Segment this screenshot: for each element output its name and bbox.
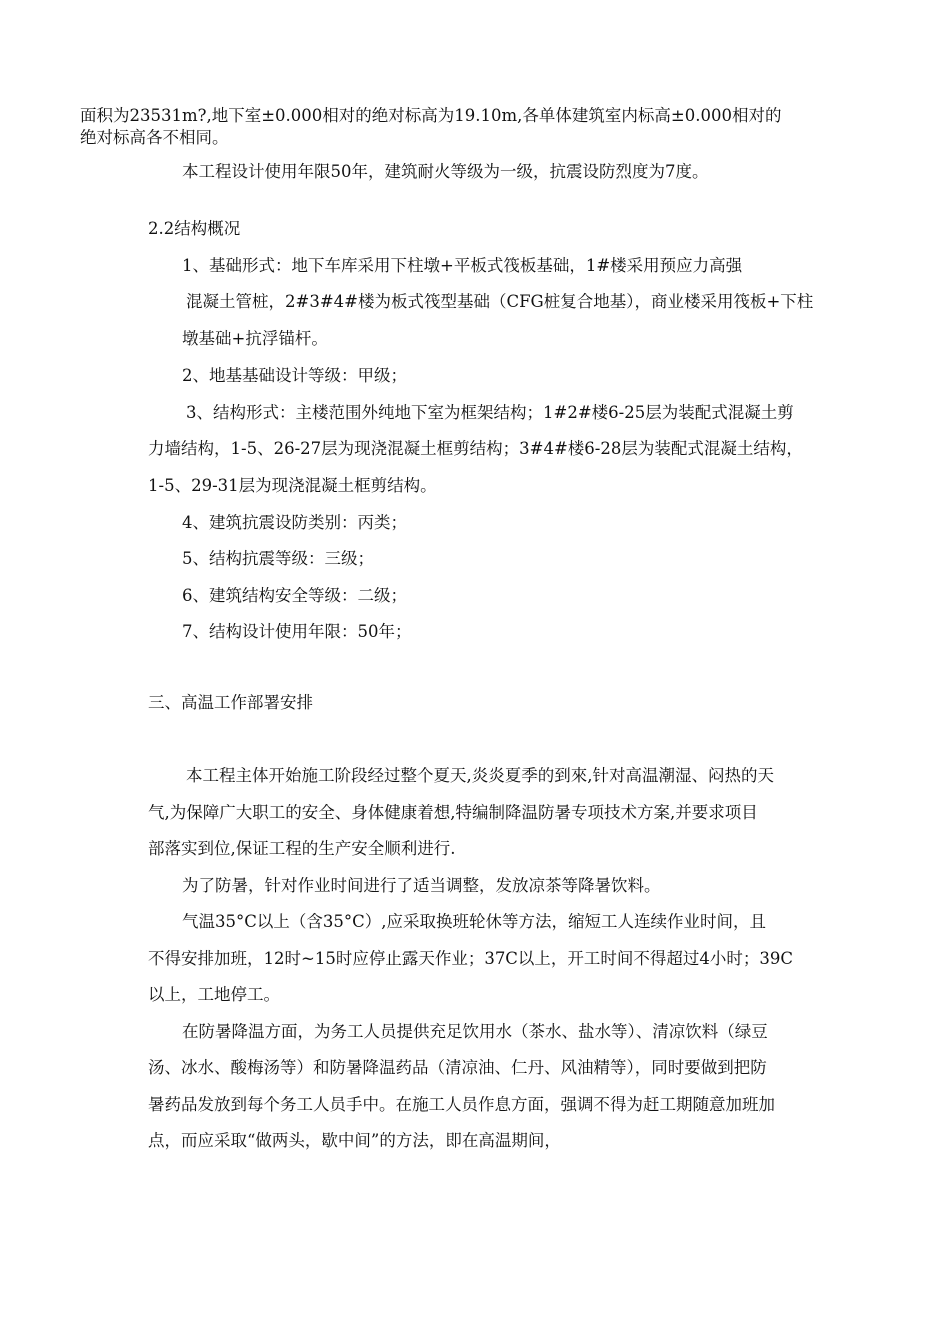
paragraph-line: 以上，工地停工。 (148, 985, 280, 1004)
list-item: 1、基础形式：地下车库采用下柱墩+平板式筏板基础，1#楼采用预应力高强 (182, 256, 743, 275)
list-item: 2、地基基础设计等级：甲级； (182, 366, 407, 385)
paragraph-line: 本工程设计使用年限50年，建筑耐火等级为一级，抗震设防烈度为7度。 (182, 162, 709, 181)
paragraph-line: 本工程主体开始施工阶段经过整个夏天,炎炎夏季的到來,针对高温潮湿、闷热的天 (186, 766, 774, 785)
paragraph-line: 绝对标高各不相同。 (80, 128, 229, 147)
paragraph-line: 气温35°C以上（含35°C）,应采取换班轮休等方法，缩短工人连续作业时间，且 (182, 912, 766, 931)
paragraph-line: 暑药品发放到每个务工人员手中。在施工人员作息方面，强调不得为赶工期随意加班加 (148, 1095, 775, 1114)
list-item: 3、结构形式：主楼范围外纯地下室为框架结构；1#2#楼6-25层为装配式混凝土剪 (186, 403, 794, 422)
list-item: 4、建筑抗震设防类别：丙类； (182, 513, 407, 532)
paragraph-line: 点，而应采取“做两头，歇中间”的方法，即在高温期间， (148, 1131, 561, 1150)
list-item: 6、建筑结构安全等级：二级； (182, 586, 407, 605)
paragraph-line: 在防暑降温方面，为务工人员提供充足饮用水（茶水、盐水等）、清凉饮料（绿豆 (182, 1022, 768, 1041)
list-item: 7、结构设计使用年限：50年； (182, 622, 412, 641)
list-item-continuation: 混凝土管桩，2#3#4#楼为板式筏型基础（CFG桩复合地基），商业楼采用筏板+下柱 (186, 292, 814, 311)
list-item: 5、结构抗震等级：三级； (182, 549, 374, 568)
paragraph-line: 气,为保障广大职工的安全、身体健康着想,特编制降温防暑专项技术方案,并要求项目 (148, 803, 758, 822)
paragraph-line: 面积为23531m?,地下室±0.000相对的绝对标高为19.10m,各单体建筑室内标高±0.000相对的 (80, 106, 782, 125)
section-heading: 2.2结构概况 (148, 219, 241, 238)
list-item-continuation: 1-5、29-31层为现浇混凝土框剪结构。 (148, 476, 437, 495)
paragraph-line: 不得安排加班，12时~15时应停止露天作业；37C以上，开工时间不得超过4小时；39C (148, 949, 794, 968)
paragraph-line: 为了防暑，针对作业时间进行了适当调整，发放凉茶等降暑饮料。 (182, 876, 661, 895)
paragraph-line: 部落实到位,保证工程的生产安全顺利进行. (148, 839, 456, 858)
list-item-continuation: 墩基础+抗浮锚杆。 (182, 329, 328, 348)
list-item-continuation: 力墙结构，1-5、26-27层为现浇混凝土框剪结构；3#4#楼6-28层为装配式混凝土结构， (148, 439, 803, 458)
paragraph-line: 汤、冰水、酸梅汤等）和防暑降温药品（清凉油、仁丹、风油精等），同时要做到把防 (148, 1058, 767, 1077)
section-heading: 三、高温工作部署安排 (148, 693, 313, 712)
